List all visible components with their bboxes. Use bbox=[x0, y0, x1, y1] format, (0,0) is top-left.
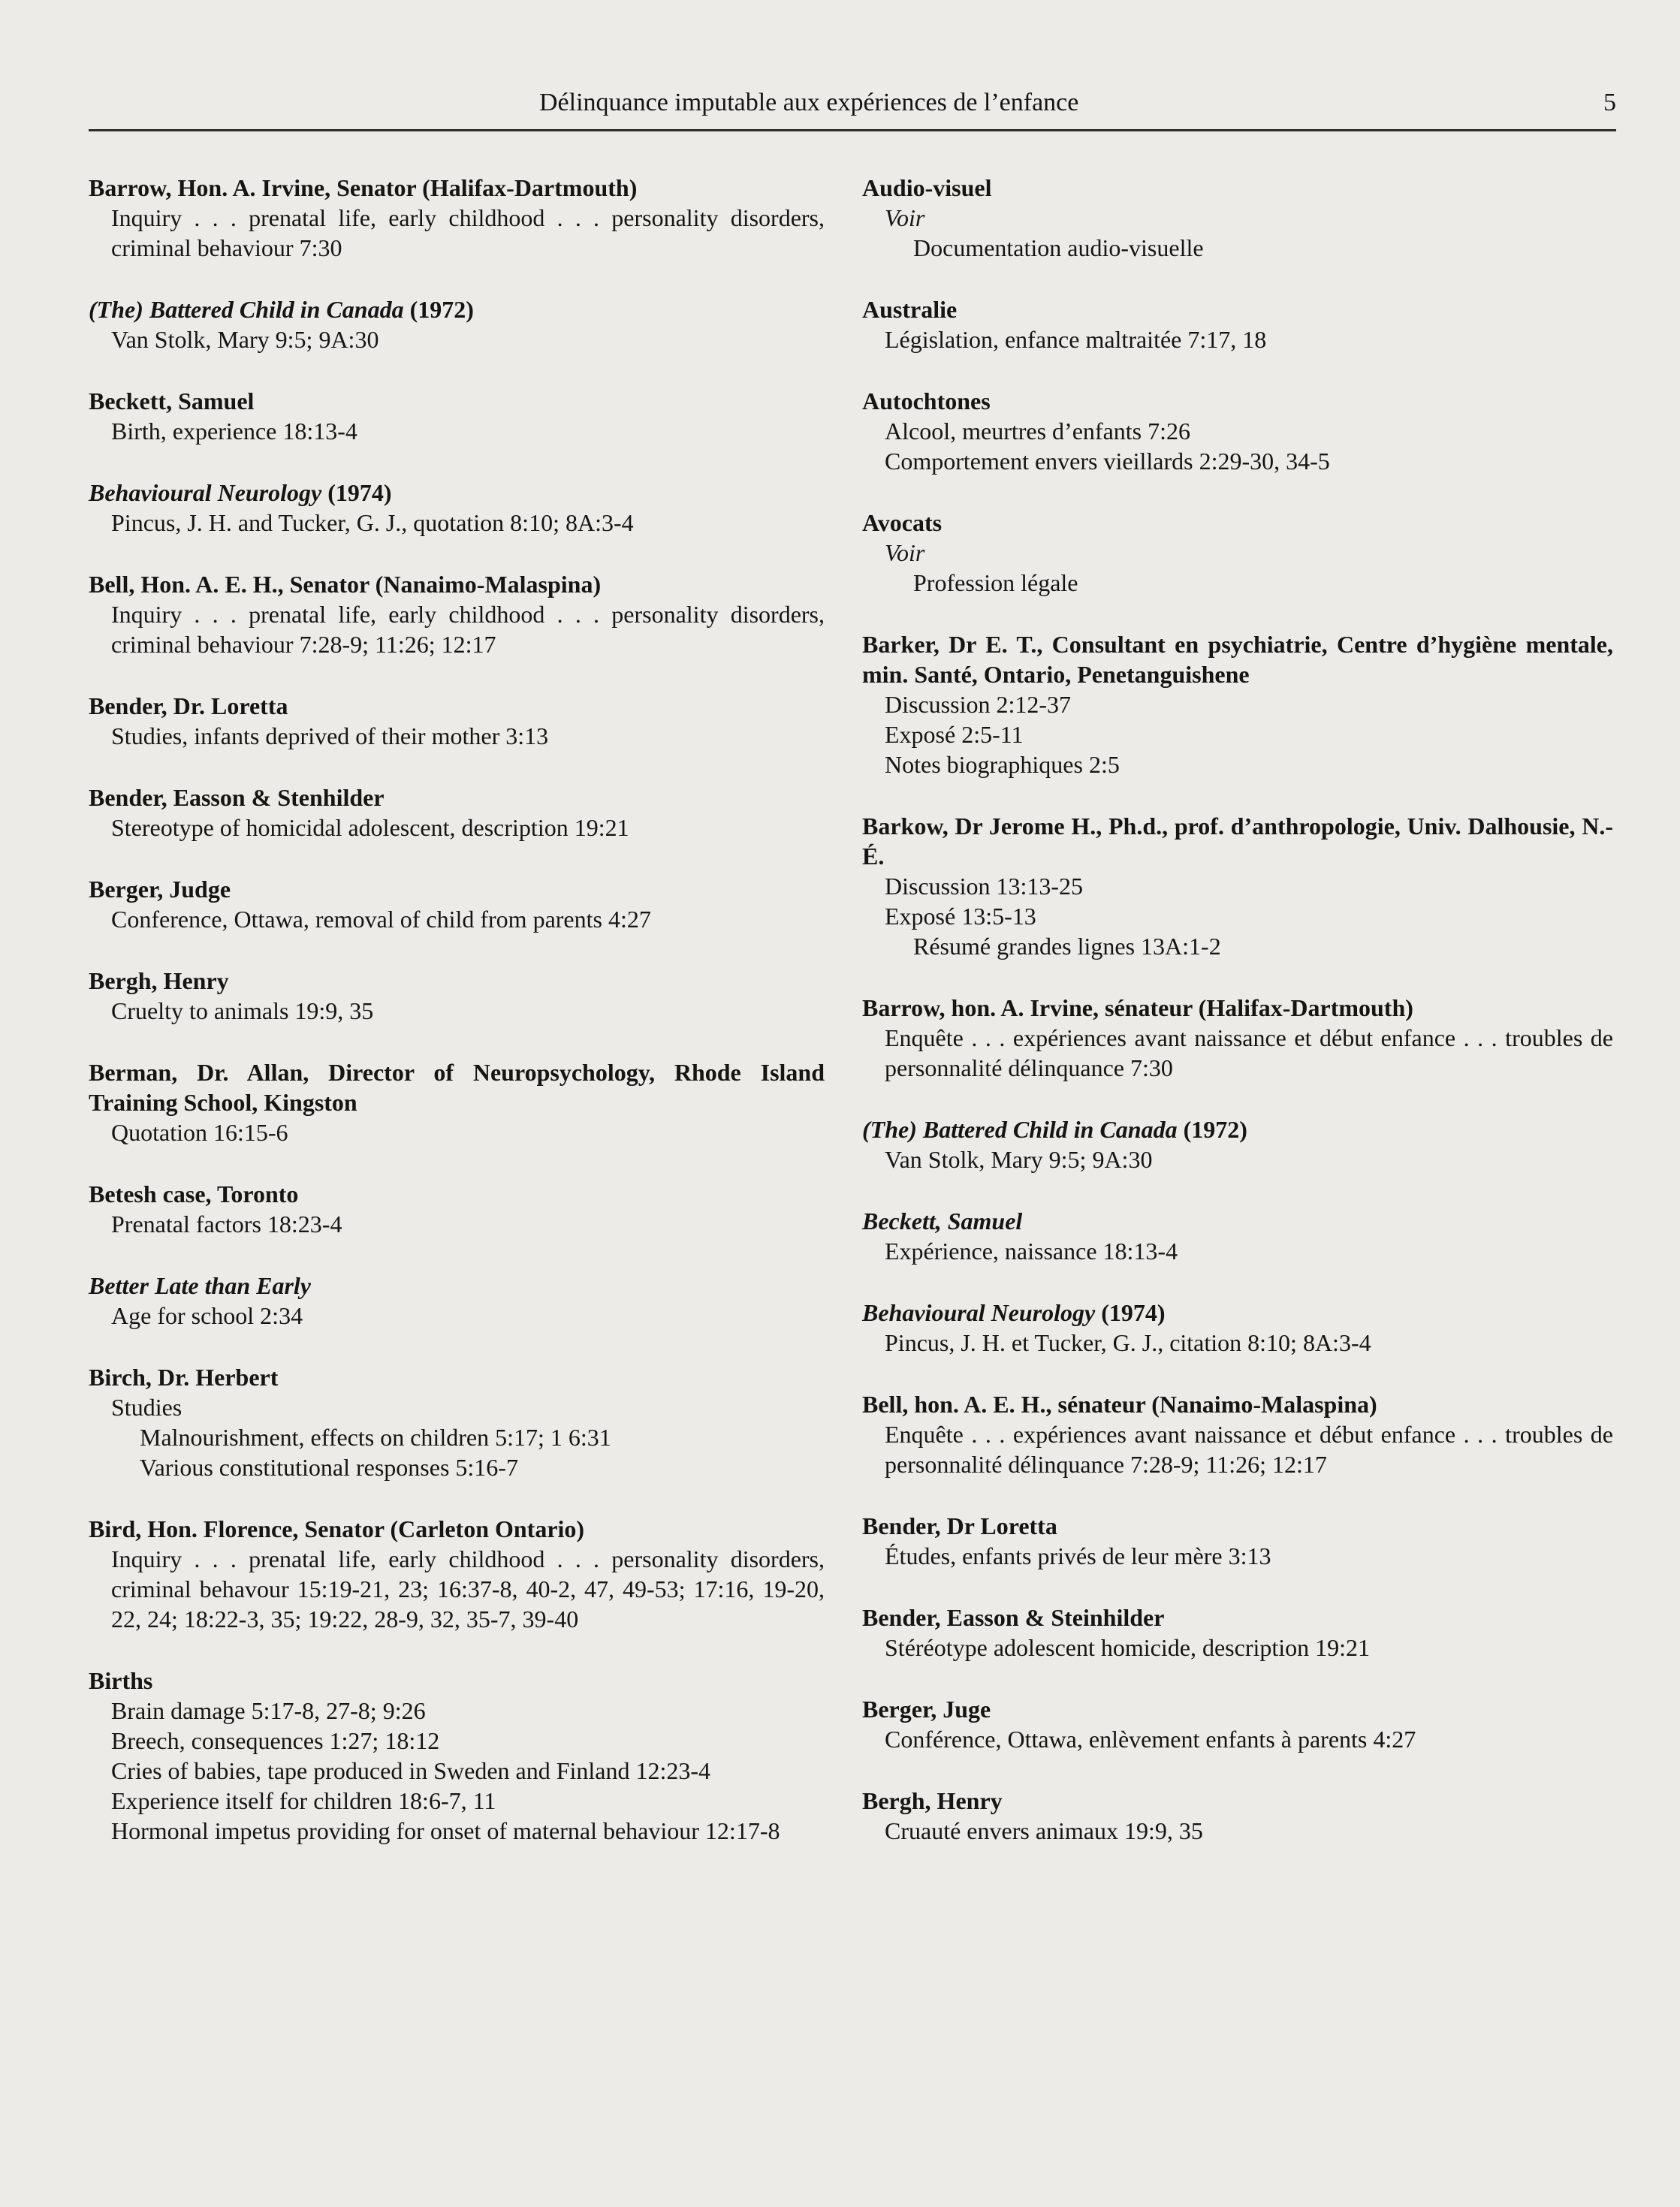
index-entry bbox=[89, 1271, 825, 1331]
entry-year: (1972) bbox=[403, 296, 474, 323]
entry-subline: Enquête . . . expériences avant naissance et début enfance . . . troubles de personnalité délinquance 7:30 bbox=[885, 1024, 1613, 1081]
index-entry bbox=[862, 1389, 1613, 1479]
entry-heading bbox=[89, 294, 825, 324]
entry-subline: Conference, Ottawa, removal of child from parents 4:27 bbox=[111, 906, 651, 933]
entry-heading-text: Avocats bbox=[862, 509, 943, 536]
entry-subline: Experience itself for children 18:6-7, 11 bbox=[111, 1787, 496, 1814]
entry-heading-text: Berger, Juge bbox=[862, 1696, 991, 1723]
entry-subline: Brain damage 5:17-8, 27-8; 9:26 bbox=[111, 1697, 426, 1724]
index-entry bbox=[89, 782, 825, 843]
entry-heading bbox=[862, 1389, 1613, 1419]
entry-heading bbox=[862, 1298, 1613, 1328]
index-entry bbox=[862, 1114, 1613, 1174]
entry-heading bbox=[89, 966, 825, 996]
running-title: Délinquance imputable aux expériences de l’enfance bbox=[539, 89, 1079, 116]
entry-heading bbox=[862, 508, 1613, 538]
entry-heading bbox=[862, 1114, 1613, 1144]
entry-subline: Studies, infants deprived of their mother 3:13 bbox=[111, 722, 549, 749]
entry-heading bbox=[862, 1602, 1613, 1633]
index-entry bbox=[89, 1362, 825, 1482]
entry-heading bbox=[89, 569, 825, 599]
index-entry bbox=[89, 874, 825, 934]
entry-heading-text: Barrow, Hon. A. Irvine, Senator (Halifax-Dartmouth) bbox=[89, 174, 638, 201]
entry-heading-text: Beckett, Samuel bbox=[89, 387, 255, 415]
entry-subline: Cruauté envers animaux 19:9, 35 bbox=[885, 1817, 1203, 1844]
entry-heading bbox=[89, 782, 825, 813]
entry-heading bbox=[862, 993, 1613, 1023]
entry-heading-text: Bender, Easson & Stenhilder bbox=[89, 784, 385, 811]
entry-subline: Notes biographiques 2:5 bbox=[885, 751, 1120, 778]
index-entry bbox=[89, 1179, 825, 1239]
entry-heading bbox=[862, 1786, 1613, 1816]
entry-subline: Van Stolk, Mary 9:5; 9A:30 bbox=[111, 326, 379, 353]
entry-subline: Various constitutional responses 5:16-7 bbox=[140, 1454, 518, 1481]
entry-heading-text: Bergh, Henry bbox=[89, 967, 229, 994]
entry-heading-text: Barkow, Dr Jerome H., Ph.d., prof. d’anthropologie, Univ. Dalhousie, N.-É. bbox=[862, 813, 1613, 870]
entry-heading-text: Bird, Hon. Florence, Senator (Carleton Ontario) bbox=[89, 1515, 585, 1542]
entry-subline: Pincus, J. H. et Tucker, G. J., citation 8:10; 8A:3-4 bbox=[885, 1329, 1371, 1356]
entry-heading-text: Behavioural Neurology bbox=[862, 1299, 1096, 1326]
index-entry bbox=[89, 294, 825, 354]
entry-subline: Documentation audio-visuelle bbox=[913, 234, 1204, 261]
entry-heading-text: Autochtones bbox=[862, 387, 991, 415]
entry-heading-text: Bell, hon. A. E. H., sénateur (Nanaimo-Malaspina) bbox=[862, 1391, 1377, 1418]
entry-subline: Voir bbox=[885, 204, 925, 231]
index-entry bbox=[89, 386, 825, 446]
index-entry bbox=[89, 478, 825, 538]
entry-heading bbox=[862, 811, 1613, 871]
entry-subline: Prenatal factors 18:23-4 bbox=[111, 1211, 342, 1238]
page-number: 5 bbox=[1603, 89, 1616, 116]
entry-subline: Inquiry . . . prenatal life, early childhood . . . personality disorders, criminal behaviour 7:30 bbox=[111, 204, 825, 261]
entry-year: (1974) bbox=[321, 479, 392, 506]
entry-subline: Inquiry . . . prenatal life, early childhood . . . personality disorders, criminal behaviour 7:28-9; 11:26; 12:17 bbox=[111, 601, 825, 658]
entry-heading-text: Bender, Dr Loretta bbox=[862, 1512, 1057, 1539]
entry-year: (1972) bbox=[1177, 1116, 1247, 1143]
entry-heading-text: (The) Battered Child in Canada bbox=[862, 1116, 1178, 1143]
entry-heading bbox=[89, 386, 825, 416]
entry-heading bbox=[862, 294, 1613, 324]
entry-subline: Expérience, naissance 18:13-4 bbox=[885, 1238, 1178, 1265]
entry-heading-text: Better Late than Early bbox=[89, 1272, 311, 1299]
entry-subline: Enquête . . . expériences avant naissance et début enfance . . . troubles de personnalité délinquance 7:28-9; 11:26; 12:17 bbox=[885, 1421, 1613, 1478]
entry-heading-text: Barker, Dr E. T., Consultant en psychiatrie, Centre d’hygiène mentale, min. Santé, Ontario, Penetanguishene bbox=[862, 631, 1613, 688]
entry-heading bbox=[89, 691, 825, 721]
entry-heading bbox=[89, 1179, 825, 1209]
entry-heading-text: Barrow, hon. A. Irvine, sénateur (Halifax-Dartmouth) bbox=[862, 994, 1413, 1021]
entry-subline: Cruelty to animals 19:9, 35 bbox=[111, 997, 374, 1024]
entry-subline: Discussion 2:12-37 bbox=[885, 691, 1071, 718]
index-entry bbox=[89, 1057, 825, 1147]
entry-subline: Quotation 16:15-6 bbox=[111, 1119, 288, 1146]
entry-heading-text: Audio-visuel bbox=[862, 174, 992, 201]
entry-subline: Alcool, meurtres d’enfants 7:26 bbox=[885, 418, 1190, 445]
entry-heading bbox=[89, 1362, 825, 1392]
entry-subline: Stéréotype adolescent homicide, description 19:21 bbox=[885, 1634, 1371, 1661]
index-entry bbox=[862, 629, 1613, 779]
entry-heading bbox=[862, 173, 1613, 203]
entry-subline: Birth, experience 18:13-4 bbox=[111, 418, 357, 445]
entry-heading-text: Behavioural Neurology bbox=[89, 479, 322, 506]
index-entry bbox=[89, 569, 825, 659]
right-column bbox=[862, 173, 1613, 1877]
entry-subline: Van Stolk, Mary 9:5; 9A:30 bbox=[885, 1146, 1153, 1173]
entry-heading bbox=[89, 478, 825, 508]
index-entry bbox=[862, 1298, 1613, 1358]
entry-heading-text: Bell, Hon. A. E. H., Senator (Nanaimo-Malaspina) bbox=[89, 571, 602, 598]
entry-heading bbox=[89, 1271, 825, 1301]
index-entry bbox=[862, 173, 1613, 263]
entry-subline: Inquiry . . . prenatal life, early childhood . . . personality disorders, criminal behavour 15:19-21, 23; 16:37-8, 40-2, 47, 49-53; 17:16, 19-20, 22, 24; 18:22-3, 35; 19:22, 28-9, 32, 35-7, 39-40 bbox=[111, 1545, 825, 1633]
index-entry bbox=[862, 1602, 1613, 1663]
entry-heading bbox=[862, 1511, 1613, 1541]
entry-subline: Législation, enfance maltraitée 7:17, 18 bbox=[885, 326, 1267, 353]
entry-heading-text: Bender, Easson & Steinhilder bbox=[862, 1604, 1165, 1631]
entry-subline: Profession légale bbox=[913, 569, 1078, 596]
entry-heading bbox=[89, 1666, 825, 1696]
index-entry bbox=[89, 1514, 825, 1634]
entry-heading-text: (The) Battered Child in Canada bbox=[89, 296, 404, 323]
index-entry bbox=[89, 691, 825, 751]
index-entry bbox=[862, 294, 1613, 354]
index-entry bbox=[862, 386, 1613, 476]
index-entry bbox=[89, 1666, 825, 1846]
entry-heading-text: Birch, Dr. Herbert bbox=[89, 1364, 279, 1391]
entry-heading bbox=[862, 1694, 1613, 1724]
entry-subline: Exposé 13:5-13 bbox=[885, 903, 1036, 930]
entry-subline: Pincus, J. H. and Tucker, G. J., quotation 8:10; 8A:3-4 bbox=[111, 509, 634, 536]
entry-subline: Age for school 2:34 bbox=[111, 1302, 303, 1329]
entry-heading-text: Births bbox=[89, 1667, 153, 1694]
entry-subline: Études, enfants privés de leur mère 3:13 bbox=[885, 1542, 1271, 1569]
entry-heading bbox=[89, 173, 825, 203]
entry-subline: Studies bbox=[111, 1394, 182, 1421]
entry-year: (1974) bbox=[1095, 1299, 1166, 1326]
entry-heading-text: Bender, Dr. Loretta bbox=[89, 692, 288, 719]
entry-heading-text: Australie bbox=[862, 296, 958, 323]
entry-subline: Exposé 2:5-11 bbox=[885, 721, 1024, 748]
index-entry bbox=[862, 1206, 1613, 1266]
index-entry bbox=[89, 173, 825, 263]
entry-subline: Stereotype of homicidal adolescent, description 19:21 bbox=[111, 814, 629, 841]
entry-subline: Hormonal impetus providing for onset of maternal behaviour 12:17-8 bbox=[111, 1817, 780, 1844]
index-entry bbox=[862, 1511, 1613, 1571]
entry-heading bbox=[862, 386, 1613, 416]
index-entry bbox=[862, 811, 1613, 961]
entry-subline: Voir bbox=[885, 539, 925, 566]
entry-heading bbox=[89, 1057, 825, 1117]
entry-heading-text: Betesh case, Toronto bbox=[89, 1180, 299, 1208]
entry-subline: Résumé grandes lignes 13A:1-2 bbox=[913, 933, 1221, 960]
entry-heading-text: Bergh, Henry bbox=[862, 1787, 1003, 1814]
entry-subline: Cries of babies, tape produced in Sweden and Finland 12:23-4 bbox=[111, 1757, 711, 1784]
entry-heading-text: Berger, Judge bbox=[89, 876, 231, 903]
page-header bbox=[89, 84, 1616, 129]
index-entry bbox=[89, 966, 825, 1026]
entry-heading-text: Beckett, Samuel bbox=[862, 1208, 1023, 1235]
entry-heading bbox=[89, 1514, 825, 1544]
entry-subline: Discussion 13:13-25 bbox=[885, 873, 1083, 900]
entry-subline: Malnourishment, effects on children 5:17; 1 6:31 bbox=[140, 1424, 611, 1451]
entry-heading bbox=[862, 1206, 1613, 1236]
entry-heading-text: Berman, Dr. Allan, Director of Neuropsychology, Rhode Island Training School, Kingston bbox=[89, 1059, 825, 1116]
index-entry bbox=[862, 1786, 1613, 1846]
entry-heading bbox=[89, 874, 825, 904]
entry-subline: Conférence, Ottawa, enlèvement enfants à parents 4:27 bbox=[885, 1726, 1416, 1753]
entry-subline: Comportement envers vieillards 2:29-30, 34-5 bbox=[885, 448, 1330, 475]
index-entry bbox=[862, 508, 1613, 598]
index-entry bbox=[862, 993, 1613, 1083]
left-column bbox=[89, 173, 825, 1877]
index-entry bbox=[862, 1694, 1613, 1754]
entry-heading bbox=[862, 629, 1613, 689]
entry-subline: Breech, consequences 1:27; 18:12 bbox=[111, 1727, 440, 1754]
header-rule bbox=[89, 129, 1616, 131]
